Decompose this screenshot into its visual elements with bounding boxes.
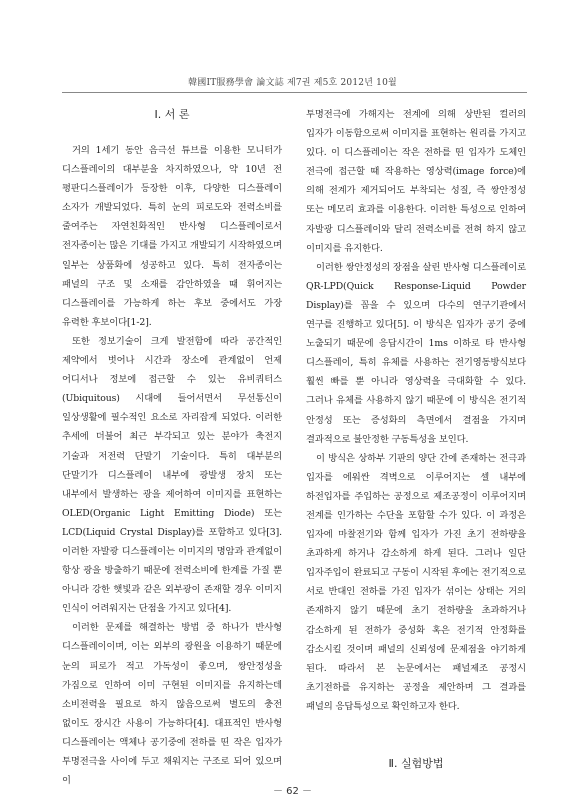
running-header: 韓國IT服務學會 論文誌 제7권 제5호 2012년 10월	[188, 78, 397, 88]
right-paragraph-2: 이러한 쌍안정성의 장점을 살린 반사형 디스플레이로 QR-LPD(Quick Response-Liquid Powder Display)를 꼽을 수 있으며 다수의 연구기관에서 연구를 진행하고 있다[5]. 이 방식은 입자가 공기 중에 노출되기 때문에 응답시간이 1ms 이하로 타 반사형 디스플레이, 특히 유체를 사용하는 전기영동방식보다 훨씬 빠를 뿐 아니라 영상력을 극대화할 수 있다. 그러나 유체를 사용하지 않기 때문에 이 방식은 전기적 안정성 또는 증성화의 측면에서 결점을 가지며 결과적으로 불안정한 구동특성을 보인다.	[306, 261, 526, 445]
left-paragraph-2: 또한 정보기술이 크게 발전함에 따라 공간적인 제약에서 벗어나 시간과 장소에 관계없이 언제 어디서나 정보에 접근할 수 있는 유비쿼터스(Ubiquitous) 시대에 들어서면서 무선통신이 일상생활에 필수적인 요소로 자리잡게 되었다. 이러한 추세에 더불어 최근 부각되고 있는 분야가 축전지 기술과 저전력 단말기 기술이다. 특히 대부분의 단말기가 디스플레이 내부에 광발생 장치 또는 내부에서 발생하는 광을 제어하여 이미지를 표현하는 OLED(Organic Light Emitting Diode) 또는 LCD(Liquid Crystal Display)를 포함하고 있다[3]. 이러한 자발광 디스플레이는 이미지의 명암과 관계없이 항상 광을 방출하기 때문에 전력소비에 한계를 가질 뿐 아니라 강한 햇빛과 같은 외부광이 존재할 경우 이미지 인식이 어려워지는 단점을 가지고 있다[4].	[62, 335, 282, 615]
left-paragraph-3: 이러한 문제를 해결하는 방법 중 하나가 반사형 디스플레이이며, 이는 외부의 광원을 이용하기 때문에 눈의 피로가 적고 가독성이 좋으며, 쌍안정성을 가짐으로 인하여 이미 구현된 이미지를 유지하는데 소비전력을 필요로 하지 않음으로써 별도의 충전 없이도 장시간 사용이 가능하다[4]. 대표적인 반사형 디스플레이는 액체나 공기중에 전하를 띤 작은 입자가 투명전극을 사이에 두고 채워지는 구조로 되어 있으며 이	[62, 622, 282, 787]
header-divider	[62, 92, 527, 93]
section-heading-introduction: Ⅰ. 서 론	[154, 108, 190, 121]
left-paragraph-1: 거의 1세기 동안 음극선 튜브를 이용한 모니터가 디스플레이의 대부분을 차지하였으나, 약 10년 전 평판디스플레이가 등장한 이후, 다양한 디스플레이 소자가 개발되었다. 특히 눈의 피로도와 전력소비를 줄여주는 자연친화적인 반사형 디스플레이로서 전자종이는 많은 기대를 가지고 개발되기 시작하였으며 일부는 상품화에 성공하고 있다. 특히 전자종이는 패널의 구조 및 소재를 감안하였을 때 휘어지는 디스플레이를 가능하게 하는 후보 중에서도 가장 유력한 후보이다[1-2].	[62, 145, 282, 328]
left-column	[62, 105, 282, 790]
right-column	[306, 105, 526, 716]
right-paragraph-3: 이 방식은 상하부 기판의 양단 간에 존재하는 전극과 입자를 에워싼 격벽으로 이루어지는 셀 내부에 하전입자를 주입하는 공정으로 제조공정이 이루어지며 전계를 인가하는 수단을 포함할 수가 있다. 이 과정은 입자에 마찰전기와 함께 입자가 가진 초기 전하량을 초과하게 하거나 감소하게 하게 된다. 그러나 일단 입자주입이 완료되고 구동이 시작된 후에는 전기적으로 서로 반대인 전하를 가진 입자가 섞이는 상태는 거의 존재하지 않기 때문에 초기 전하량을 초과하거나 감소하게 된 전하가 중성화 혹은 전기적 안정화를 감소시킬 것이며 패널의 신뢰성에 문제점을 야기하게 된다. 따라서 본 논문에서는 패널제조 공정시 초기전하를 유지하는 공정을 제안하며 그 결과를 패널의 응답특성으로 확인하고자 한다.	[306, 452, 526, 712]
section-heading-methods: Ⅱ. 실험방법	[388, 757, 444, 770]
right-paragraph-1: 투명전극에 가해지는 전계에 의해 상반된 컬러의 입자가 이동함으로써 이미지를 표현하는 원리를 가지고 있다. 이 디스플레이는 작은 전하를 띤 입자가 도체인 전극에 접근할 때 작용하는 영상력(image force)에 의해 전계가 제거되어도 부착되는 성질, 즉 쌍안정성 또는 메모리 효과를 이용한다. 이러한 특성으로 인하여 자발광 디스플레이와 달리 전력소비를 전혀 하지 않고 이미지를 유지한다.	[306, 109, 526, 254]
page-number: － 62 －	[272, 786, 313, 797]
